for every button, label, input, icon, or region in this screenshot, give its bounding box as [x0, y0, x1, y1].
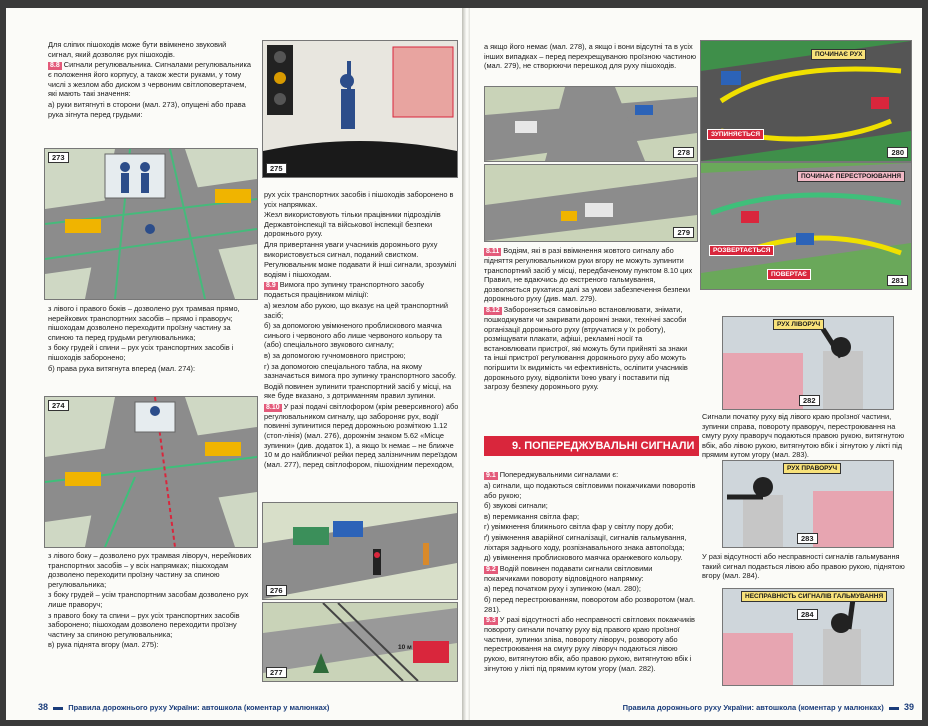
- clause-number: 8.8: [50, 62, 60, 70]
- list-item: б) перед перестроюванням, поворотом або розворотом (мал. 281).: [484, 594, 696, 614]
- clause-number: 9.1: [486, 472, 496, 479]
- paragraph: а якщо його немає (мал. 278), а якщо і вони відсутні та в усіх інших випадках – перед перехрещуваною проїзною частиною (мал. 279), не створюючи перешкод для руху пішоходів.: [484, 42, 697, 71]
- list-item: а) жезлом або рукою, що вказує на цей транспортний засіб;: [264, 300, 448, 320]
- right-page: [470, 8, 922, 720]
- stop-line-illustration: [263, 503, 457, 599]
- paragraph: з боку грудей і спини – рух усіх транспортних засобів і пішоходів заборонено;: [48, 343, 234, 362]
- lane-change-label: ПОЧИНАЄ ПЕРЕСТРОЮВАННЯ: [797, 171, 905, 182]
- u-turn-label: РОЗВЕРТАЄТЬСЯ: [709, 245, 774, 256]
- paragraph-text: Вимога про зупинку транспортного засобу подається працівником міліції:: [264, 280, 425, 300]
- paragraph-text: Сигнали регулювальника. Сигналами регулювальника є положення його корпусу, а також жести руками, у тому числі з жезлом або диском з червоним світлоповертачем, які мають такі значення:: [48, 60, 252, 99]
- figure-number: 276: [266, 585, 287, 596]
- section-heading: 9. ПОПЕРЕДЖУВАЛЬНІ СИГНАЛИ: [484, 436, 699, 456]
- left-turn-label: РУХ ЛІВОРУЧ: [773, 319, 824, 330]
- figure-281: [700, 162, 912, 290]
- paragraph-text: Попереджувальними сигналами є:: [499, 470, 619, 479]
- paragraph: з лівого і правого боків – дозволено рух трамвая прямо, нерейкових транспортних засобів – прямо і праворуч; пішоходам дозволено переходити проїзну частину за спиною та перед грудьми регулювальника;: [48, 304, 240, 342]
- brake-hand-signal-illustration: [723, 589, 893, 685]
- clause-number: 9.2: [486, 565, 496, 573]
- figure-274: [44, 396, 258, 548]
- paragraph-text: У разі подачі світлофором (крім реверсивного) або регулювальником сигналу, що забороняє рух, водії повинні зупинитися перед дорожньою розміткою 1.12 (стоп-лінія) (мал. 276), дорожнім знаком 5.62 «Місце зупинки» (див. додаток 1), а якщо їх немає – не ближче 10 м до найближчої рейки перед залізничним переїздом (мал. 277), перед світлофором, пішохідним переходом,: [264, 401, 459, 469]
- page-footer: [608, 702, 914, 712]
- figure-284: [722, 588, 894, 686]
- regulator-illustration: [263, 41, 457, 177]
- figure-number: 273: [48, 152, 69, 163]
- intersection-illustration: [485, 165, 697, 241]
- paragraph: Для привертання уваги учасників дорожнього руху використовується сигнал, поданий свистком.: [264, 239, 438, 259]
- figure-273: [44, 148, 258, 300]
- list-item: ґ) увімкнення аварійної сигналізації, сигналів гальмування, ліхтаря заднього ходу, розпізнавального знака автопоїзда;: [484, 532, 687, 552]
- paragraph: У разі відсутності або несправності сигналів гальмування такий сигнал подається лівою або правою рукою, піднятою вгору (мал. 284).: [702, 552, 905, 581]
- intersection-illustration: [485, 87, 697, 161]
- paragraph-8-11: [484, 246, 696, 304]
- paragraph: Сигнали початку руху від лівого краю проїзної частини, зупинки справа, повороту праворуч, перестроювання на смугу руху праворуч подаються правою рукою, витягнутою вбік, або лівою рукою, витягнутою вбік і зігнутою у лікті під прямим кутом угору (мал. 283).: [702, 412, 905, 460]
- figure-number: 284: [797, 609, 818, 620]
- figure-number: 281: [887, 275, 908, 286]
- figure-number: 283: [797, 533, 818, 544]
- paragraph: з лівого боку – дозволено рух трамвая ліворуч, нерейкових транспортних засобів – у всіх напрямках; пішоходам дозволено переходити проїзну частину за спиною регулювальника;: [48, 551, 252, 589]
- figure-276: [262, 502, 458, 600]
- starts-moving-label: ПОЧИНАЄ РУХ: [811, 49, 866, 60]
- figure-279: [484, 164, 698, 242]
- paragraph-9-1: [484, 470, 696, 480]
- paragraph-9-2: [484, 564, 696, 584]
- left-col1-mid: [48, 304, 252, 374]
- list-item: д) увімкнення проблискового маячка оранжевого кольору.: [484, 553, 683, 563]
- figure-280: [700, 40, 912, 162]
- paragraph-9-3: [484, 615, 696, 673]
- left-page: [6, 8, 464, 720]
- figure-283: [722, 460, 894, 548]
- clause-number: 8.9: [266, 282, 276, 290]
- footer-title: Правила дорожнього руху України: автошкола (коментар у малюнках): [622, 703, 884, 712]
- paragraph-8-12: [484, 305, 696, 392]
- paragraph-text: Водій повинен подавати сигнали світловими покажчиками повороту відповідного напрямку:: [484, 563, 653, 583]
- left-col1-top: [48, 40, 252, 120]
- stops-label: ЗУПИНЯЄТЬСЯ: [707, 129, 764, 140]
- page-number: 39: [903, 702, 914, 712]
- right-col2-c: [702, 552, 914, 582]
- figure-278: [484, 86, 698, 162]
- figure-282: [722, 316, 894, 410]
- footer-title: Правила дорожнього руху України: автошкола (коментар у малюнках): [68, 703, 330, 712]
- turns-label: ПОВЕРТАЄ: [767, 269, 811, 280]
- clause-number: 8.10: [266, 403, 280, 411]
- right-col2-b: [702, 412, 914, 461]
- start-stop-illustration: [701, 41, 911, 161]
- figure-275: [262, 40, 458, 178]
- clause-number: 9.3: [486, 617, 496, 625]
- right-turn-label: РУХ ПРАВОРУЧ: [783, 463, 841, 474]
- figure-number: 275: [266, 163, 287, 174]
- paragraph: а) руки витягнуті в сторони (мал. 273), опущені або права рука зігнута перед грудьми:: [48, 99, 246, 119]
- paragraph-8-9: [264, 280, 460, 300]
- page-number: 38: [38, 702, 49, 712]
- right-col1-top: [484, 42, 696, 72]
- figure-277: [262, 602, 458, 682]
- paragraph: Жезл використовують тільки працівники підрозділів Державтоінспекції та військової інспекції безпеки дорожнього руху.: [264, 210, 441, 239]
- list-item: б) звукові сигнали;: [484, 501, 548, 511]
- paragraph-8-10: [264, 402, 460, 470]
- list-item: в) перемикання світла фар;: [484, 511, 580, 521]
- clause-number: 8.11: [486, 248, 500, 255]
- page-footer: [38, 702, 458, 712]
- figure-number: 278: [673, 147, 694, 158]
- figure-number: 279: [673, 227, 694, 238]
- paragraph: рух усіх транспортних засобів і пішоходів заборонено в усіх напрямках.: [264, 190, 454, 209]
- paragraph: [702, 292, 914, 310]
- paragraph: Регулювальник може подавати й інші сигнали, зрозумілі водіям і пішоходам.: [264, 260, 457, 279]
- left-col2: [264, 190, 460, 470]
- figure-number: 280: [887, 147, 908, 158]
- paragraph: з правого боку та спини – рух усіх транспортних засобів заборонено; пішоходам дозволено переходити проїзну частину за спиною регулювальника;: [48, 610, 240, 639]
- paragraph-text: У разі відсутності або несправності світлових покажчиків повороту сигнали початку руху від правого краю проїзної частини, зупинки зліва, повороту ліворуч, розвороту або перестроювання на смугу руху ліворуч подаються лівою рукою, витягнутою вбік, або правою рукою, витягнутою вбік і зігнутою у лікті під прямим кутом угору (мал. 282).: [484, 615, 695, 673]
- paragraph: б) права рука витягнута вперед (мал. 274):: [48, 363, 196, 373]
- list-item: б) за допомогою увімкненого проблискового маячка синього і червоного або лише червоного кольору та (або) спеціального звукового сигналу;: [264, 321, 442, 350]
- list-item: а) перед початком руху і зупинкою (мал. 280);: [484, 584, 641, 594]
- right-col1-mid: [484, 246, 696, 393]
- clause-number: 8.12: [486, 306, 500, 314]
- left-col1-bottom: [48, 551, 252, 651]
- intersection-illustration: [45, 149, 257, 299]
- intersection-illustration: [45, 397, 257, 547]
- list-item: г) за допомогою спеціального табла, на якому зазначається вимога про зупинку транспортного засобу.: [264, 361, 457, 381]
- figure-number: 277: [266, 667, 287, 678]
- brake-failure-label: НЕСПРАВНІСТЬ СИГНАЛІВ ГАЛЬМУВАННЯ: [741, 591, 887, 602]
- paragraph-text: Водіям, які в разі ввімкнення жовтого сигналу або підняття регулювальником руки вгору не можуть зупинити транспортний засіб у місці, передбаченому пунктом 8.10 цих Правил, не вдаючись до екстреного гальмування, дозволяється рухатися далі за умови забезпечення безпеки дорожнього руху (див. мал. 279).: [484, 246, 693, 304]
- right-col2-a: [702, 292, 914, 311]
- distance-label: 10 м: [398, 644, 412, 651]
- right-col1-bottom: [484, 470, 696, 674]
- paragraph-text: Забороняється самовільно встановлювати, знімати, пошкоджувати чи закривати дорожні знаки, технічні засоби організації дорожнього руху (втручатися у їх роботу), розміщувати плакати, афіші, рекламні носії та встановлювати пристрої, які можуть бути прийняті за знаки та інші пристрої регулювання дорожнього руху або можуть погіршити їх видимість чи ефективність, осліпити учасників дорожнього руху, відволікти їхню увагу і поставити під загрозу безпеку дорожнього руху.: [484, 304, 688, 392]
- figure-number: 282: [799, 395, 820, 406]
- list-item: а) сигнали, що подаються світловими покажчиками поворотів або рукою;: [484, 481, 696, 500]
- paragraph-8-8: [48, 60, 252, 99]
- railway-crossing-illustration: [263, 603, 457, 681]
- paragraph: Для сліпих пішоходів може бути ввімкнено звуковий сигнал, який дозволяє рух пішоходів.: [48, 40, 227, 59]
- list-item: г) увімкнення ближнього світла фар у світлу пору доби;: [484, 522, 674, 532]
- paragraph: з боку грудей – усім транспортним засобам дозволено рух лише праворуч;: [48, 590, 249, 609]
- figure-number: 274: [48, 400, 69, 411]
- list-item: в) за допомогою гучномовного пристрою;: [264, 350, 406, 360]
- paragraph: Водій повинен зупинити транспортний засіб у місці, на яке буде вказано, з дотриманням правил зупинки.: [264, 381, 452, 401]
- paragraph: в) рука піднята вгору (мал. 275):: [48, 640, 159, 650]
